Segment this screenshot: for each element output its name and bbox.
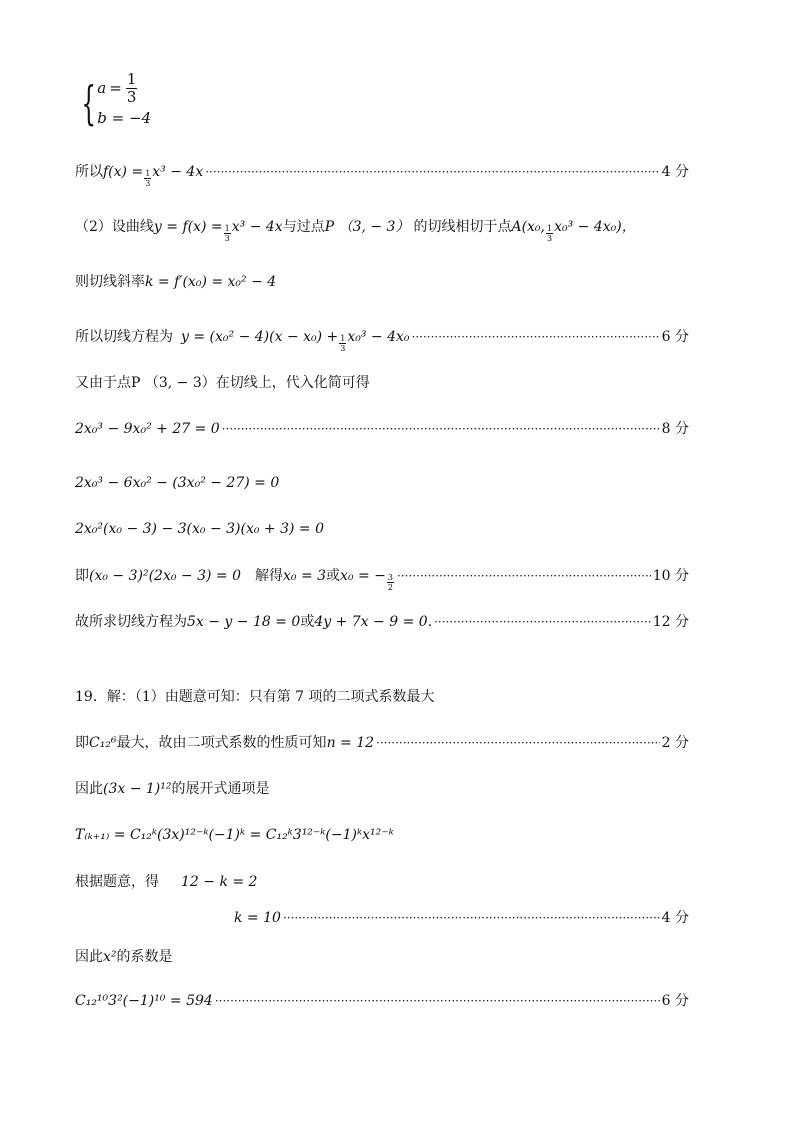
score-label: 4 分 <box>661 164 689 180</box>
line-condition: 根据题意，得 12 − k = 2 <box>75 874 258 890</box>
line-k-value: k = 10 ····· 4 分 <box>234 907 689 929</box>
line-part2-setup: （2）设曲线 y = f(x) = $\frac{1}{3}$ x³ − 4x 与过点 P （3, − 3） 的切线相切于点 A(x₀, $\frac{1}{3}$ x₀³ − 4x₀)， <box>75 219 636 243</box>
leader-dots <box>222 418 660 440</box>
score-label: 2 分 <box>661 735 689 751</box>
system-row-b <box>97 103 151 133</box>
var-a: a <box>97 79 107 97</box>
line-tangent-equation: 所以切线方程为 y = (x₀² − 4)(x − x₀) + $\frac{1}{3}$ x₀³ − 4x₀ ····· 6 分 <box>75 326 689 353</box>
leader-dots <box>412 326 660 348</box>
fraction: $\frac{1}{3}$ <box>224 224 230 243</box>
line-solve: 即 (x₀ − 3)²(2x₀ − 3) = 0 解得 x₀ = 3 或 x₀ = − $\frac{3}{2}$ ····· 10 分 <box>75 565 689 592</box>
line-cubic: 2x₀³ − 9x₀² + 27 = 0 ····· 8 分 <box>75 418 689 440</box>
leader-dots <box>434 611 651 633</box>
question-19-heading: 19．解：（1）由题意可知：只有第 7 项的二项式系数最大 <box>75 689 435 705</box>
score-label: 6 分 <box>661 329 689 345</box>
leader-dots <box>283 907 660 929</box>
fraction: $\frac{1}{3}$ <box>145 169 151 188</box>
b-value: b = −4 <box>97 109 152 127</box>
line-factor-2: 2x₀²(x₀ − 3) − 3(x₀ − 3)(x₀ + 3) = 0 <box>75 521 325 537</box>
fraction: $\frac{3}{2}$ <box>387 573 394 592</box>
line-general-term-intro: 因此 (3x − 1)¹² 的展开式通项是 <box>75 781 270 797</box>
line-coefficient-intro: 因此 x² 的系数是 <box>75 949 173 965</box>
line-f-result: 所以 f(x) = $\frac{1}{3}$ x³ − 4x ····· 4 分 <box>75 161 689 188</box>
fraction-one-third: $\frac{1}{3}$ <box>126 69 137 106</box>
line-slope: 则切线斜率 k = f′(x₀) = x₀² − 4 <box>75 274 277 290</box>
line-substitute: 又由于点P （3, − 3）在切线上，代入化简可得 <box>75 375 370 391</box>
score-label: 6 分 <box>661 993 689 1009</box>
equals-sign: = <box>109 79 122 97</box>
fraction: $\frac{1}{3}$ <box>340 334 346 353</box>
line-coefficient-value: C₁₂¹⁰3²(−1)¹⁰ = 594 ····· 6 分 <box>75 990 689 1012</box>
score-label: 10 分 <box>652 568 689 584</box>
equation-system <box>74 69 152 132</box>
line-general-term: T₍ₖ₊₁₎ = C₁₂ᵏ(3x)¹²⁻ᵏ(−1)ᵏ = C₁₂ᵏ3¹²⁻ᵏ(−1)ᵏx¹²⁻ᵏ <box>75 827 394 843</box>
leader-dots <box>215 990 660 1012</box>
left-brace: { <box>81 76 96 130</box>
leader-dots <box>376 732 660 754</box>
leader-dots <box>397 565 651 587</box>
line-factor-1: 2x₀³ − 6x₀² − (3x₀² − 27) = 0 <box>75 475 280 491</box>
line-final-answer: 故所求切线方程为 5x − y − 18 = 0 或 4y + 7x − 9 = 0. ····· 12 分 <box>75 611 689 633</box>
score-label: 12 分 <box>652 614 689 630</box>
leader-dots <box>205 161 659 183</box>
line-binomial-max: 即 C₁₂⁶ 最大，故由二项式系数的性质可知 n = 12 ····· 2 分 <box>75 732 689 754</box>
fraction: $\frac{1}{3}$ <box>547 224 553 243</box>
score-label: 8 分 <box>661 421 689 437</box>
system-row-a <box>97 69 151 106</box>
score-label: 4 分 <box>661 910 689 926</box>
system-rows <box>97 69 152 133</box>
